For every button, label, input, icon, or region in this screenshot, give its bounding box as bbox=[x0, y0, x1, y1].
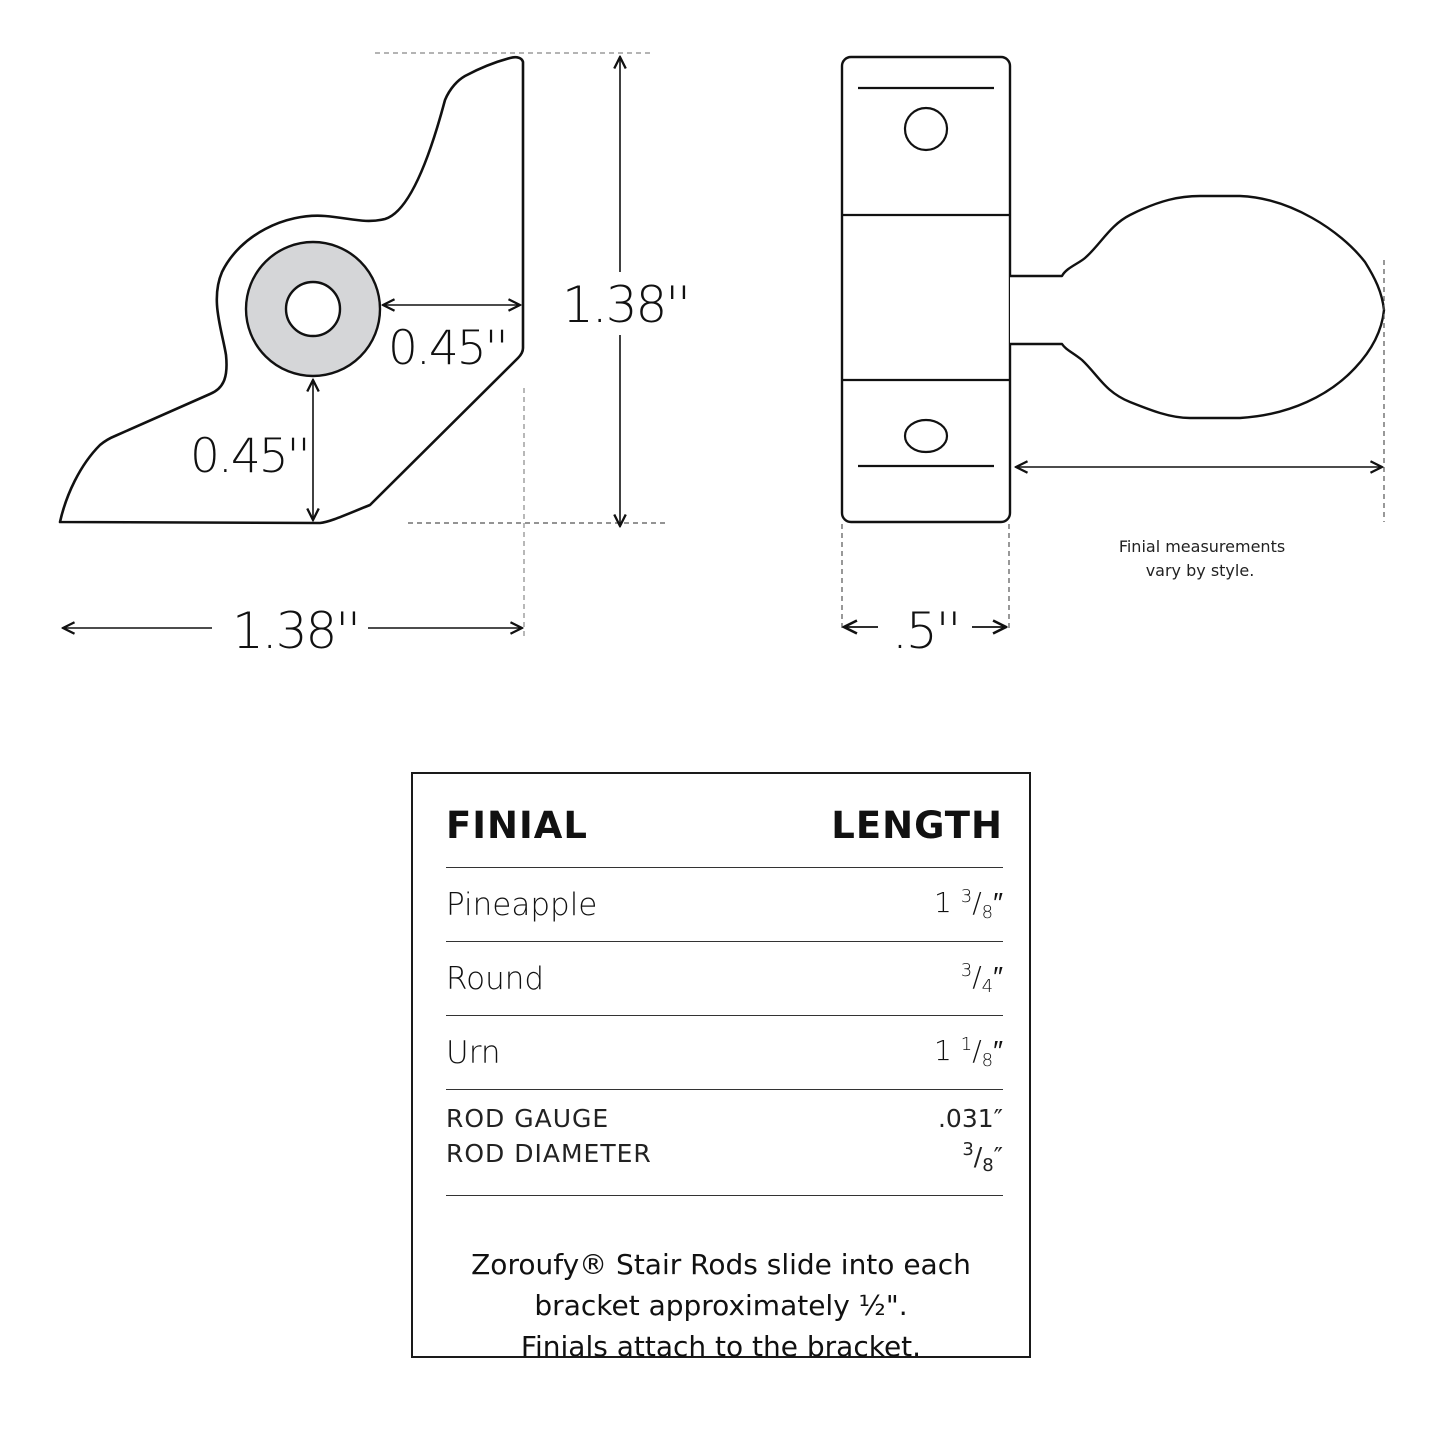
table-row bbox=[446, 942, 1003, 1016]
finial-length: 1 $^1/_8''$ bbox=[934, 1034, 1003, 1071]
header-finial: FINIAL bbox=[446, 804, 588, 847]
install-note-line2: bracket approximately ½". bbox=[534, 1289, 908, 1322]
spec-table-header bbox=[446, 774, 1003, 868]
side-view bbox=[60, 53, 689, 660]
width-label: 1.38'' bbox=[232, 602, 359, 660]
rod-diameter-value: $^3/_8''$ bbox=[962, 1139, 1003, 1176]
spec-table bbox=[411, 772, 1031, 1363]
rod-gauge-label: ROD GAUGE bbox=[446, 1104, 610, 1133]
rod-gauge-value: .031″ bbox=[937, 1104, 1003, 1133]
screw-hole-top bbox=[905, 108, 947, 150]
front-view bbox=[842, 57, 1384, 660]
finial-note-line2: vary by style. bbox=[1145, 561, 1255, 580]
bracket-width-label: .5'' bbox=[892, 602, 960, 660]
rod-specs bbox=[446, 1090, 1003, 1196]
install-note-line1: Zoroufy® Stair Rods slide into each bbox=[471, 1248, 971, 1281]
height-label: 1.38'' bbox=[562, 276, 689, 334]
hole-to-bottom-label: 0.45'' bbox=[190, 429, 309, 484]
hole-to-edge-label: 0.45'' bbox=[388, 321, 507, 376]
mounting-hole bbox=[286, 282, 340, 336]
header-length: LENGTH bbox=[831, 804, 1003, 847]
rod-diameter-label: ROD DIAMETER bbox=[446, 1139, 652, 1168]
install-note-line3: Finials attach to the bracket. bbox=[520, 1330, 922, 1363]
table-row bbox=[446, 868, 1003, 942]
finial-length: $^3/_4''$ bbox=[960, 960, 1003, 997]
finial-name: Round bbox=[446, 960, 545, 997]
finial-length: 1 $^3/_8''$ bbox=[934, 886, 1003, 923]
finial-outline bbox=[1010, 196, 1384, 418]
install-note bbox=[413, 1244, 1029, 1367]
bracket-diagrams bbox=[0, 0, 1445, 700]
screw-hole-bottom bbox=[905, 420, 947, 452]
table-row bbox=[446, 1016, 1003, 1090]
finial-note-line1: Finial measurements bbox=[1118, 537, 1286, 556]
finial-name: Pineapple bbox=[446, 886, 598, 923]
finial-name: Urn bbox=[446, 1034, 501, 1071]
